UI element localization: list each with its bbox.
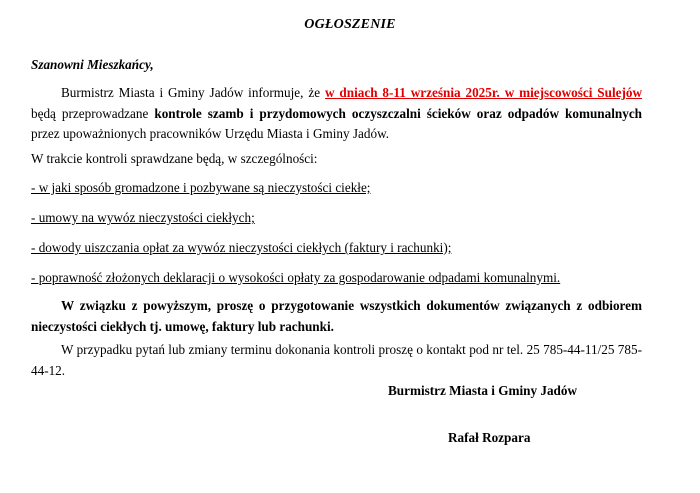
paragraph1-part2: będą przeprowadzane: [31, 105, 155, 121]
greeting: Szanowni Mieszkańcy,: [31, 57, 154, 72]
inspection-scope: kontrole szamb i przydomowych oczyszczalni ścieków oraz odpadów komunalnych: [154, 105, 643, 121]
checklist-item: - poprawność złożonych deklaracji o wysokości opłaty za gospodarowanie odpadami komunalnymi.: [31, 270, 561, 285]
checklist-item: - dowody uiszczania opłat za wywóz nieczystości ciekłych (faktury i rachunki);: [31, 240, 452, 255]
contact-paragraph: [31, 340, 642, 381]
paragraph3-text: W przypadku pytań lub zmiany terminu dokonania kontroli proszę o kontakt pod nr tel. 25 785-44-11/25 785-44-12.: [31, 342, 642, 378]
checklist-intro: W trakcie kontroli sprawdzane będą, w szczególności:: [31, 151, 318, 166]
checklist-item: - umowy na wywóz nieczystości ciekłych;: [31, 210, 255, 225]
paragraph1-part1: Burmistrz Miasta i Gminy Jadów informuje, że: [61, 85, 325, 100]
document-title: OGŁOSZENIE: [304, 17, 396, 32]
announcement-paragraph: [31, 83, 642, 145]
date-location-highlight: w dniach 8-11 września 2025r. w miejscowości Sulejów: [324, 85, 642, 100]
checklist-item: - w jaki sposób gromadzone i pozbywane są nieczystości ciekłe;: [31, 180, 371, 195]
paragraph1-part3: przez upoważnionych pracowników Urzędu Miasta i Gminy Jadów.: [31, 126, 390, 141]
paragraph2-text: W związku z powyższym, proszę o przygotowanie wszystkich dokumentów związanych z odbiorem nieczystości ciekłych tj. umowę, faktury lub rachunki.: [31, 298, 642, 334]
signature-name: Rafał Rozpara: [448, 430, 531, 445]
signature-title: Burmistrz Miasta i Gminy Jadów: [388, 383, 578, 398]
documents-request-paragraph: [31, 296, 642, 337]
